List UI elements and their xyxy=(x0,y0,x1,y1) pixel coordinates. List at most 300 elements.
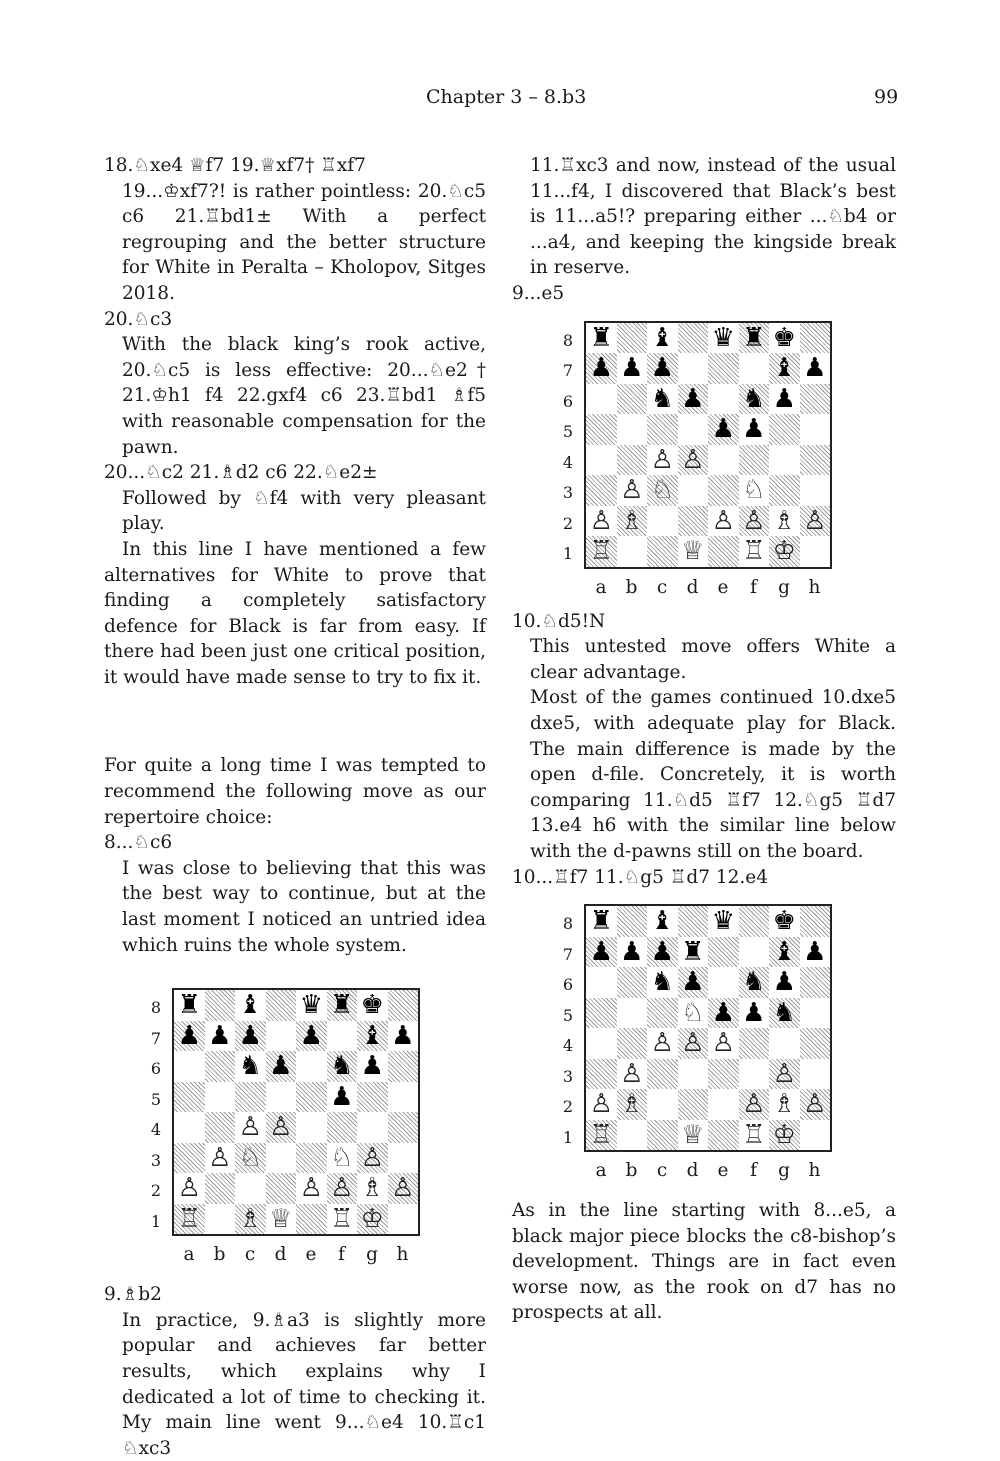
board-square xyxy=(266,1204,297,1235)
body-paragraph: For quite a long time I was tempted to recommend the following move as our repertoire choice: xyxy=(104,755,486,828)
black-pawn-icon: ♟ xyxy=(299,1020,323,1051)
board-square xyxy=(647,1120,678,1151)
board-square xyxy=(586,414,617,445)
board-square xyxy=(617,967,648,998)
board-square xyxy=(769,937,800,968)
right-text-middle xyxy=(512,609,896,891)
black-king-icon: ♚ xyxy=(360,990,384,1021)
board-square xyxy=(586,445,617,476)
board-square xyxy=(174,1143,205,1174)
black-pawn-icon: ♟ xyxy=(589,353,613,384)
board-square xyxy=(739,536,770,567)
board-square xyxy=(739,475,770,506)
black-pawn-icon: ♟ xyxy=(620,353,644,384)
black-king-icon: ♚ xyxy=(772,906,796,937)
board-square xyxy=(769,384,800,415)
black-bishop-icon: ♝ xyxy=(772,936,796,967)
board-square xyxy=(617,1028,648,1059)
board-square xyxy=(647,445,678,476)
board-square xyxy=(678,475,709,506)
white-pawn-icon: ♙ xyxy=(742,1089,766,1120)
white-bishop-icon: ♗ xyxy=(772,505,796,536)
annotation-paragraph: I was close to believing that this was the best way to continue, but at the last moment I noticed an untried idea which ruins the whole system. xyxy=(122,857,486,956)
board-square xyxy=(708,1028,739,1059)
black-pawn-icon: ♟ xyxy=(330,1081,354,1112)
board-square xyxy=(327,1112,358,1143)
board-square xyxy=(617,323,648,354)
board-square xyxy=(708,536,739,567)
black-pawn-icon: ♟ xyxy=(208,1020,232,1051)
board-square xyxy=(769,1028,800,1059)
board-square xyxy=(357,1173,388,1204)
board-square xyxy=(769,536,800,567)
file-label: e xyxy=(305,1244,317,1266)
black-bishop-icon: ♝ xyxy=(650,322,674,353)
white-king-icon: ♔ xyxy=(360,1203,384,1234)
board-square xyxy=(647,384,678,415)
board-square xyxy=(296,1143,327,1174)
file-label: e xyxy=(717,1160,729,1182)
board-square xyxy=(678,1028,709,1059)
black-rook-icon: ♜ xyxy=(742,322,766,353)
black-pawn-icon: ♟ xyxy=(772,383,796,414)
board-square xyxy=(769,906,800,937)
black-pawn-icon: ♟ xyxy=(772,967,796,998)
board-square xyxy=(647,906,678,937)
board-square xyxy=(708,937,739,968)
board-square xyxy=(739,506,770,537)
rank-label: 2 xyxy=(150,1181,162,1201)
board-square xyxy=(205,1082,236,1113)
black-pawn-icon: ♟ xyxy=(650,936,674,967)
board-square xyxy=(586,1028,617,1059)
black-king-icon: ♚ xyxy=(772,322,796,353)
board-square xyxy=(327,1051,358,1082)
board-square xyxy=(327,1082,358,1113)
white-queen-icon: ♕ xyxy=(681,1119,705,1150)
board-square xyxy=(296,1082,327,1113)
black-pawn-icon: ♟ xyxy=(238,1020,262,1051)
white-bishop-icon: ♗ xyxy=(238,1203,262,1234)
black-knight-icon: ♞ xyxy=(650,967,674,998)
board-square xyxy=(800,445,831,476)
board-square xyxy=(586,906,617,937)
white-rook-icon: ♖ xyxy=(742,1119,766,1150)
black-knight-icon: ♞ xyxy=(742,967,766,998)
board-square xyxy=(769,445,800,476)
white-knight-icon: ♘ xyxy=(681,997,705,1028)
board-square xyxy=(205,990,236,1021)
board-square xyxy=(235,990,266,1021)
chess-board xyxy=(172,988,420,1236)
board-square xyxy=(617,475,648,506)
board-square xyxy=(647,414,678,445)
file-label: d xyxy=(686,1160,699,1182)
black-pawn-icon: ♟ xyxy=(681,383,705,414)
black-pawn-icon: ♟ xyxy=(711,414,735,445)
file-label: g xyxy=(778,576,790,598)
board-square xyxy=(678,998,709,1029)
board-square xyxy=(205,1173,236,1204)
board-square xyxy=(296,1204,327,1235)
paragraph-gap xyxy=(104,709,486,735)
black-pawn-icon: ♟ xyxy=(803,353,827,384)
board-square xyxy=(769,1089,800,1120)
black-knight-icon: ♞ xyxy=(742,383,766,414)
rank-label: 1 xyxy=(562,1127,574,1147)
board-square xyxy=(327,1204,358,1235)
rank-label: 8 xyxy=(562,330,574,350)
file-label: g xyxy=(778,1160,790,1182)
board-square xyxy=(678,353,709,384)
rank-label: 1 xyxy=(150,1211,162,1231)
board-square xyxy=(266,1112,297,1143)
board-square xyxy=(235,1204,266,1235)
board-square xyxy=(617,506,648,537)
white-pawn-icon: ♙ xyxy=(650,444,674,475)
board-square xyxy=(617,414,648,445)
board-square xyxy=(357,1204,388,1235)
board-square xyxy=(739,414,770,445)
white-pawn-icon: ♙ xyxy=(177,1173,201,1204)
right-text-block xyxy=(512,153,896,307)
board-square xyxy=(678,906,709,937)
black-rook-icon: ♜ xyxy=(589,322,613,353)
white-knight-icon: ♘ xyxy=(330,1142,354,1173)
chess-diagram-3 xyxy=(560,904,860,1184)
black-knight-icon: ♞ xyxy=(650,383,674,414)
left-text-after-diagram xyxy=(104,1282,486,1461)
board-square xyxy=(205,1112,236,1143)
rank-label: 5 xyxy=(562,1005,574,1025)
black-pawn-icon: ♟ xyxy=(803,936,827,967)
chapter-title: Chapter 3 – 8.b3 xyxy=(426,86,587,108)
board-square xyxy=(388,1051,419,1082)
board-square xyxy=(327,1143,358,1174)
file-label: c xyxy=(244,1244,256,1266)
board-square xyxy=(647,1089,678,1120)
board-square xyxy=(800,1059,831,1090)
rank-label: 6 xyxy=(562,391,574,411)
rank-label: 3 xyxy=(562,1066,574,1086)
board-square xyxy=(388,1173,419,1204)
board-square xyxy=(617,1120,648,1151)
board-square xyxy=(174,1021,205,1052)
white-rook-icon: ♖ xyxy=(330,1203,354,1234)
board-square xyxy=(357,990,388,1021)
board-square xyxy=(708,906,739,937)
annotation-paragraph: 19...♔xf7?! is rather pointless: 20.♘c5 c6 21.♖bd1± With a perfect regrouping and the better structure for White in Peralta – Kholopov, Sitges 2018. xyxy=(122,180,486,304)
board-square xyxy=(739,937,770,968)
black-rook-icon: ♜ xyxy=(330,990,354,1021)
move-line: 9...e5 xyxy=(512,282,565,304)
black-pawn-icon: ♟ xyxy=(711,997,735,1028)
board-square xyxy=(678,323,709,354)
board-square xyxy=(586,353,617,384)
white-pawn-icon: ♙ xyxy=(330,1173,354,1204)
white-knight-icon: ♘ xyxy=(650,475,674,506)
rank-label: 6 xyxy=(150,1059,162,1079)
board-square xyxy=(739,353,770,384)
board-square xyxy=(739,445,770,476)
annotation-paragraph: In practice, 9.♗a3 is slightly more popular and achieves far better results, which explains why I dedicated a lot of time to checking it. My main line went 9...♘e4 10.♖c1 ♘xc3 xyxy=(122,1309,486,1459)
board-square xyxy=(205,1021,236,1052)
body-paragraph: As in the line starting with 8...e5, a black major piece blocks the c8-bishop’s development. Things are in fact even worse now, as the rook on d7 has no prospects at all. xyxy=(512,1200,896,1324)
file-label: f xyxy=(750,576,757,598)
board-square xyxy=(678,414,709,445)
board-square xyxy=(708,1059,739,1090)
black-rook-icon: ♜ xyxy=(589,906,613,937)
black-pawn-icon: ♟ xyxy=(360,1051,384,1082)
board-square xyxy=(235,1082,266,1113)
board-square xyxy=(800,967,831,998)
board-square xyxy=(647,1059,678,1090)
board-square xyxy=(266,1051,297,1082)
annotation-paragraph: Most of the games continued 10.dxe5 dxe5, with adequate play for Black. The main difference is made by the open d-file. Concretely, it is worth comparing 11.♘d5 ♖f7 12.♘g5 ♖d7 13.e4 h6 with the similar line below with the d-pawns still on the board. xyxy=(530,687,896,862)
board-square xyxy=(174,1173,205,1204)
rank-label: 4 xyxy=(150,1120,162,1140)
rank-label: 4 xyxy=(562,1036,574,1056)
board-square xyxy=(800,475,831,506)
black-queen-icon: ♛ xyxy=(711,322,735,353)
rank-label: 8 xyxy=(150,998,162,1018)
board-square xyxy=(739,1120,770,1151)
white-rook-icon: ♖ xyxy=(589,536,613,567)
board-square xyxy=(617,353,648,384)
file-label: f xyxy=(338,1244,345,1266)
black-queen-icon: ♛ xyxy=(711,906,735,937)
chess-diagram-2 xyxy=(560,321,860,601)
white-knight-icon: ♘ xyxy=(238,1142,262,1173)
board-square xyxy=(800,1028,831,1059)
board-square xyxy=(678,1089,709,1120)
board-square xyxy=(800,506,831,537)
rank-label: 2 xyxy=(562,513,574,533)
board-square xyxy=(739,906,770,937)
move-line: 9.♗b2 xyxy=(104,1284,162,1306)
board-square xyxy=(586,506,617,537)
file-label: b xyxy=(625,1160,638,1182)
white-pawn-icon: ♙ xyxy=(742,505,766,536)
white-pawn-icon: ♙ xyxy=(299,1173,323,1204)
board-square xyxy=(678,1059,709,1090)
file-label: a xyxy=(595,576,607,598)
white-pawn-icon: ♙ xyxy=(238,1112,262,1143)
file-label: g xyxy=(366,1244,378,1266)
board-square xyxy=(388,1204,419,1235)
board-square xyxy=(235,1112,266,1143)
white-pawn-icon: ♙ xyxy=(711,1028,735,1059)
board-square xyxy=(174,1051,205,1082)
annotation-paragraph: This untested move offers White a clear advantage. xyxy=(530,636,896,683)
board-square xyxy=(586,967,617,998)
board-square xyxy=(266,1143,297,1174)
board-square xyxy=(739,998,770,1029)
chess-board xyxy=(584,904,832,1152)
board-square xyxy=(769,506,800,537)
white-bishop-icon: ♗ xyxy=(620,505,644,536)
rank-label: 5 xyxy=(150,1089,162,1109)
white-pawn-icon: ♙ xyxy=(803,1089,827,1120)
white-bishop-icon: ♗ xyxy=(360,1173,384,1204)
board-square xyxy=(586,1120,617,1151)
board-square xyxy=(800,1120,831,1151)
file-label: d xyxy=(274,1244,287,1266)
board-square xyxy=(678,445,709,476)
board-square xyxy=(388,990,419,1021)
board-square xyxy=(678,506,709,537)
white-queen-icon: ♕ xyxy=(269,1203,293,1234)
board-square xyxy=(769,1059,800,1090)
body-paragraph: In this line I have mentioned a few alternatives for White to prove that finding a completely satisfactory defence for Black is far from easy. If there had been just one critical position, it would have made sense to try to fix it. xyxy=(104,538,486,688)
board-square xyxy=(647,506,678,537)
board-square xyxy=(647,937,678,968)
white-pawn-icon: ♙ xyxy=(681,1028,705,1059)
page-header xyxy=(0,86,1000,116)
board-square xyxy=(296,990,327,1021)
white-rook-icon: ♖ xyxy=(742,536,766,567)
black-pawn-icon: ♟ xyxy=(742,997,766,1028)
board-square xyxy=(708,323,739,354)
board-square xyxy=(708,384,739,415)
white-rook-icon: ♖ xyxy=(589,1119,613,1150)
file-label: a xyxy=(595,1160,607,1182)
board-square xyxy=(708,353,739,384)
black-bishop-icon: ♝ xyxy=(650,906,674,937)
black-rook-icon: ♜ xyxy=(681,936,705,967)
black-pawn-icon: ♟ xyxy=(650,353,674,384)
white-pawn-icon: ♙ xyxy=(620,475,644,506)
board-square xyxy=(327,1173,358,1204)
board-square xyxy=(800,536,831,567)
chess-diagram-1 xyxy=(148,988,420,1268)
board-square xyxy=(739,323,770,354)
board-square xyxy=(205,1204,236,1235)
file-label: h xyxy=(808,1160,821,1182)
board-square xyxy=(296,1173,327,1204)
board-square xyxy=(800,906,831,937)
board-square xyxy=(678,536,709,567)
board-square xyxy=(357,1051,388,1082)
board-square xyxy=(174,1204,205,1235)
board-square xyxy=(678,384,709,415)
file-label: d xyxy=(686,576,699,598)
black-pawn-icon: ♟ xyxy=(681,967,705,998)
file-label: e xyxy=(717,576,729,598)
move-line: 20...♘c2 21.♗d2 c6 22.♘e2± xyxy=(104,462,378,484)
move-line: 8...♘c6 xyxy=(104,832,173,854)
board-square xyxy=(617,906,648,937)
move-line: 10...♖f7 11.♘g5 ♖d7 12.e4 xyxy=(512,866,768,888)
file-label: b xyxy=(213,1244,226,1266)
board-square xyxy=(647,323,678,354)
board-square xyxy=(708,414,739,445)
board-square xyxy=(388,1021,419,1052)
board-square xyxy=(296,1112,327,1143)
rank-label: 7 xyxy=(562,361,574,381)
black-knight-icon: ♞ xyxy=(238,1051,262,1082)
annotation-paragraph: 11.♖xc3 and now, instead of the usual 11...f4, I discovered that Black’s best is 11...a5!? preparing either ...♘b4 or ...a4, and keeping the kingside break in reserve. xyxy=(530,155,896,279)
white-pawn-icon: ♙ xyxy=(803,505,827,536)
board-square xyxy=(388,1112,419,1143)
chess-board xyxy=(584,321,832,569)
board-square xyxy=(800,998,831,1029)
board-square xyxy=(769,967,800,998)
board-square xyxy=(800,1089,831,1120)
board-square xyxy=(647,1028,678,1059)
white-pawn-icon: ♙ xyxy=(650,1028,674,1059)
black-pawn-icon: ♟ xyxy=(269,1051,293,1082)
board-square xyxy=(388,1082,419,1113)
board-square xyxy=(739,967,770,998)
board-square xyxy=(800,384,831,415)
right-column xyxy=(512,153,896,1326)
board-square xyxy=(617,445,648,476)
black-queen-icon: ♛ xyxy=(299,990,323,1021)
board-square xyxy=(266,1082,297,1113)
board-square xyxy=(586,384,617,415)
black-bishop-icon: ♝ xyxy=(360,1020,384,1051)
board-square xyxy=(617,384,648,415)
black-pawn-icon: ♟ xyxy=(620,936,644,967)
white-pawn-icon: ♙ xyxy=(208,1142,232,1173)
board-square xyxy=(357,1082,388,1113)
board-square xyxy=(174,1112,205,1143)
board-square xyxy=(586,998,617,1029)
black-knight-icon: ♞ xyxy=(330,1051,354,1082)
board-square xyxy=(586,1089,617,1120)
board-square xyxy=(769,998,800,1029)
white-queen-icon: ♕ xyxy=(681,536,705,567)
board-square xyxy=(800,937,831,968)
board-square xyxy=(235,1051,266,1082)
board-square xyxy=(678,967,709,998)
white-pawn-icon: ♙ xyxy=(269,1112,293,1143)
white-bishop-icon: ♗ xyxy=(620,1089,644,1120)
white-pawn-icon: ♙ xyxy=(360,1142,384,1173)
board-square xyxy=(739,1089,770,1120)
file-label: c xyxy=(656,576,668,598)
board-square xyxy=(708,967,739,998)
white-pawn-icon: ♙ xyxy=(711,505,735,536)
white-bishop-icon: ♗ xyxy=(772,1089,796,1120)
board-square xyxy=(708,1120,739,1151)
board-square xyxy=(174,1082,205,1113)
page-number: 99 xyxy=(874,86,899,108)
black-pawn-icon: ♟ xyxy=(177,1020,201,1051)
rank-label: 7 xyxy=(562,944,574,964)
left-text-block xyxy=(104,153,486,958)
board-square xyxy=(800,414,831,445)
move-line: 10.♘d5!N xyxy=(512,610,606,632)
board-square xyxy=(205,1051,236,1082)
file-label: c xyxy=(656,1160,668,1182)
black-pawn-icon: ♟ xyxy=(391,1020,415,1051)
right-text-end xyxy=(512,1198,896,1326)
move-line: 20.♘c3 xyxy=(104,308,173,330)
board-square xyxy=(586,323,617,354)
board-square xyxy=(617,937,648,968)
board-square xyxy=(647,475,678,506)
board-square xyxy=(769,353,800,384)
board-square xyxy=(586,475,617,506)
black-pawn-icon: ♟ xyxy=(742,414,766,445)
board-square xyxy=(357,1021,388,1052)
board-square xyxy=(205,1143,236,1174)
board-square xyxy=(327,1021,358,1052)
board-square xyxy=(678,1120,709,1151)
board-square xyxy=(357,1143,388,1174)
